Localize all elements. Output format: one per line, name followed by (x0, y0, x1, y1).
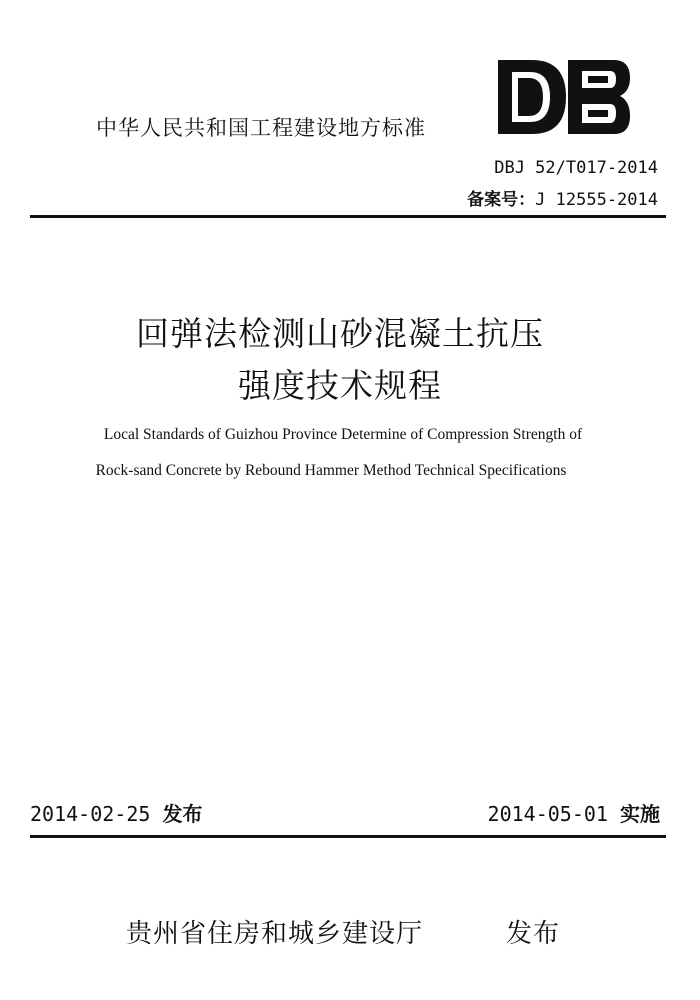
publisher-action: 发布 (506, 919, 561, 949)
issue-date-line (30, 798, 202, 827)
implement-label: 实施 (620, 802, 660, 826)
db-logo-icon (496, 58, 632, 136)
record-number-line (467, 185, 658, 210)
bottom-divider (30, 835, 666, 838)
title-zh-line-2: 强度技术规程 (238, 366, 442, 405)
title-en-line-1: Local Standards of Guizhou Province Determine of Compression Strength of (103, 426, 583, 443)
implement-date-line (488, 798, 660, 827)
title-zh-line-1: 回弹法检测山砂混凝土抗压 (136, 314, 544, 353)
standard-category: 中华人民共和国工程建设地方标准 (96, 116, 426, 140)
standard-number: DBJ 52/T017-2014 (494, 158, 658, 178)
publisher: 贵州省住房和城乡建设厅 (126, 919, 424, 949)
issue-label: 发布 (162, 802, 203, 826)
issue-date: 2014-02-25 (30, 802, 151, 826)
title-en-line-2: Rock-sand Concrete by Rebound Hammer Method Technical Specifications (95, 462, 567, 479)
implement-date: 2014-05-01 (487, 802, 608, 826)
top-divider (30, 215, 666, 218)
record-number: J 12555-2014 (535, 190, 658, 210)
record-label: 备案号： (467, 190, 536, 210)
